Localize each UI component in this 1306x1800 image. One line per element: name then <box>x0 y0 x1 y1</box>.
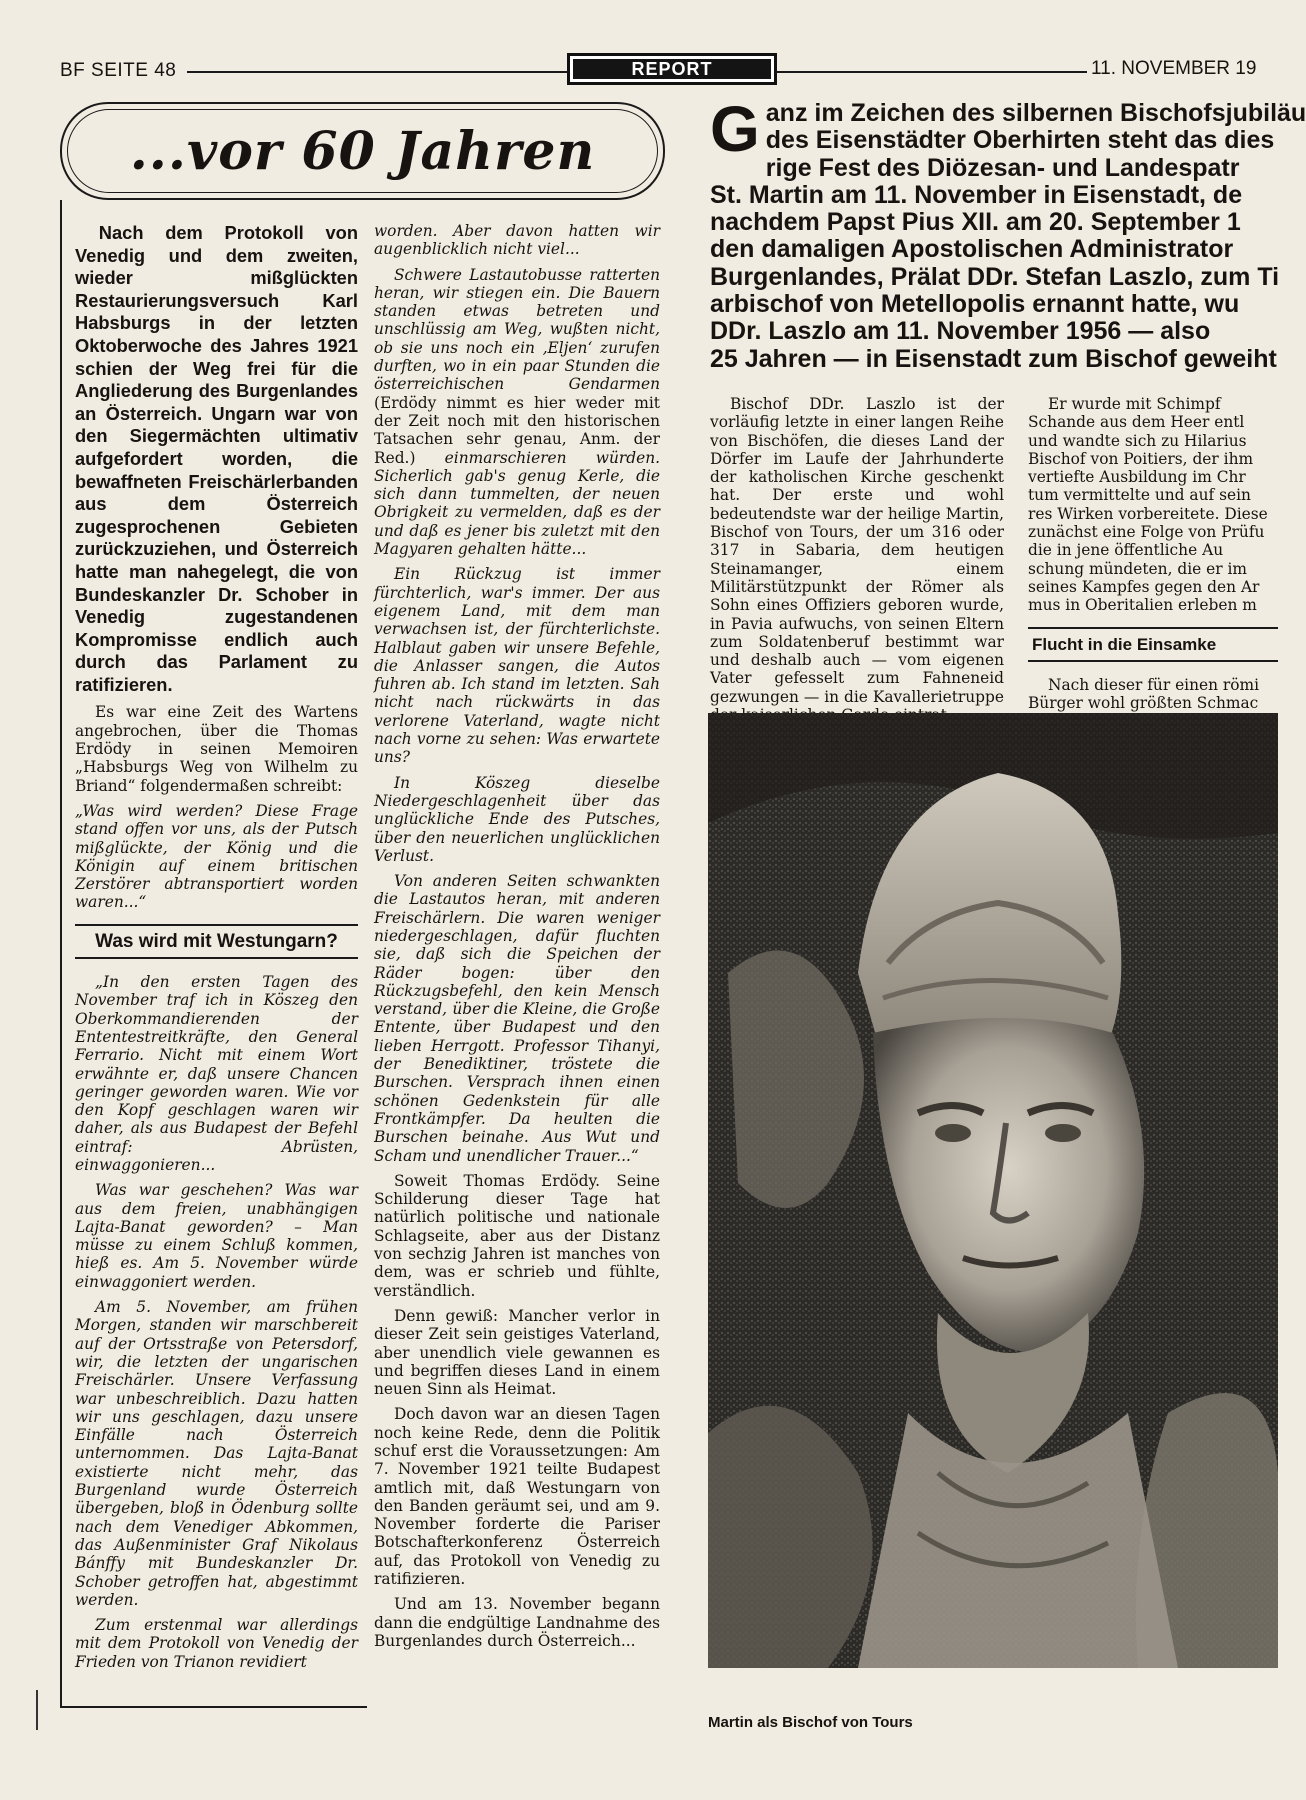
title-frame-inner <box>67 109 658 193</box>
drop-cap: G <box>710 93 760 165</box>
left-column-rule <box>60 200 62 1708</box>
right-article-lead <box>710 93 1306 375</box>
lead-line: DDr. Laszlo am 11. November 1956 — also <box>710 317 1211 346</box>
paragraph: Was war geschehen? Was war aus dem freien, unabhängigen Lajta-Banat geworden? – Man müsse zu einem Schluß kommen, hieß es. Am 5. November würde einwaggoniert werden. <box>75 1181 358 1291</box>
paragraph: Doch davon war an diesen Tagen noch keine Rede, denn die Politik schuf erst die Voraussetzungen: Am 7. November 1921 teilte Budapest amtlich mit, daß Westungarn von den Banden geräumt sei, und am 9. November forderte die Pariser Botschafterkonferenz Österreich auf, das Protokoll von Venedig zu ratifizieren. <box>374 1405 660 1589</box>
paragraph: worden. Aber davon hatten wir augenblicklich nicht viel... <box>374 222 660 259</box>
paragraph: Er wurde mit Schimpf Schande aus dem Heer entl und wandte sich zu Hilarius Bischof von Poitiers, der ihm vertiefte Ausbildung im Chr tum vermittelte und auf sein res Wirken vorbereitete. Diese zunächst eine Folge von Prüfu die in jene öffentliche Au schung mündeten, die er im seines Kampfes gegen den Ar mus in Oberitalien erleben m <box>1028 395 1268 615</box>
page-number: BF SEITE 48 <box>60 60 177 81</box>
editor-note: (Erdödy nimmt es hier weder mit der Zeit noch mit den historischen Tatsachen sehr genau, Anm. der Red.) <box>374 393 660 467</box>
statue-illustration <box>708 713 1278 1668</box>
column-1 <box>75 222 358 1702</box>
photo-martin-of-tours <box>708 713 1278 1668</box>
section-label: REPORT <box>573 59 771 79</box>
paragraph: Ein Rückzug ist immer fürchterlich, war's immer. Der aus eigenem Land, mit dem man verwachsen ist, der fürchterlichste. Halblaut gaben wir unsere Befehle, die Anlasser sangen, die Autos fuhren ab. Ich stand im letzten. Sah nicht nach rückwärts in das verlorene Vaterland, wagte nicht nach vorne zu sehen: Was erwartete uns? <box>374 565 660 767</box>
lead-line: den damaligen Apostolischen Administrator <box>710 235 1234 264</box>
lead-line: anz im Zeichen des silbernen Bischofsjubiläu <box>765 99 1306 127</box>
quote-paragraph: „Was wird werden? Diese Frage stand offen vor uns, als der Putsch mißglückte, der König und die Königin auf einem britischen Zerstörer abtransportiert worden waren...“ <box>75 801 358 912</box>
paragraph: Bischof DDr. Laszlo ist der vorläufig letzte in einer langen Reihe von Bischöfen, die dieses Land der Dörfer im Laufe der Jahrhunderte der katholischen Kirche geschenkt hat. Der erste und wohl bedeutendste war der heilige Martin, Bischof von Tours, der um 316 oder 317 in Sabaria, dem heutigen Steinamanger, einem Militärstützpunkt der Römer als Sohn eines Offiziers geboren wurde, in Pavia aufwuchs, von seinen Eltern zum Soldatenberuf bestimmt war und deshalb auch — vom eigenen Vater gefesselt zum Fahneneid gezwungen — in die Kavallerietruppe <box>710 395 1004 706</box>
quote-text: Schwere Lastautobusse ratterten heran, wir stiegen ein. Die Bauern standen etwas betreten und unschlüssig am Weg, wußten nicht, ob sie uns noch ein ‚Eljen‘ zurufen durften, wo in ein paar Stunden die österreichischen Gendarmen <box>374 265 660 394</box>
subheading: Was wird mit Westungarn? <box>75 924 358 959</box>
column-2 <box>374 222 660 1702</box>
lead-line: nachdem Papst Pius XII. am 20. September 1 <box>710 208 1241 237</box>
left-column-bottom-rule <box>60 1706 367 1708</box>
column-3 <box>710 395 1004 706</box>
lead-line: Burgenlandes, Prälat DDr. Stefan Laszlo, zum Ti <box>710 262 1280 291</box>
paragraph: Am 5. November, am frühen Morgen, standen wir marschbereit auf der Ortsstraße von Petersdorf, wir, die letzten der ungarischen Freischärler. Unsere Verfassung war unbeschreiblich. Dazu hatten wir uns geschlagen, dazu unsere Einfälle nach Österreich unternommen. Das Lajta-Banat existierte nicht mehr, das Burgenland wurde Österreich übergeben, bloß in Ödenburg sollte nach dem Venediger Abkommen, das Außenminister Graf Nikolaus Bánffy mit Bundeskanzler Dr. Schober getroffen hat, abgestimmt werden. <box>75 1298 358 1609</box>
subheading: Flucht in die Einsamke <box>1028 627 1278 662</box>
paragraph: Es war eine Zeit des Wartens angebrochen, über die Thomas Erdödy in seinen Memoiren „Habsburgs Weg von Wilhelm zu Briand“ folgendermaßen schreibt: <box>75 703 358 795</box>
photo-caption: Martin als Bischof von Tours <box>708 1714 913 1731</box>
paragraph: „In den ersten Tagen des November traf ich in Köszeg den Oberkommandierenden der Ententestreitkräfte, den General Ferrario. Nicht mit einem Wort erwähnte er, daß unsere Chancen geringer geworden waren. Wie vor den Kopf geschlagen waren wir daher, als aus Budapest der Befehl eintraf: Abrüsten, einwaggonieren... <box>75 973 358 1174</box>
paragraph: Von anderen Seiten schwankten die Lastautos heran, mit anderen Freischärlern. Die waren weniger niedergeschlagen, dafür fluchten sie, daß sich die Speichen der Räder bogen: über den Rückzugsbefehl, den kein Mensch verstand, über die Kleine, die Große Entente, über Budapest und den lieben Herrgott. Professor Tihanyi, der Benediktiner, tröstete die Burschen. Versprach ihnen einen schönen Gedenkstein für alle Frontkämpfer. Da heulten die Burschen beinahe. Aus Wut und Scham und unendlicher Trauer...“ <box>374 872 660 1165</box>
paragraph: In Köszeg dieselbe Niedergeschlagenheit über das unglückliche Ende des Putsches, über den neuerlichen unglücklichen Verlust. <box>374 773 660 865</box>
header-rule-right <box>777 71 1087 73</box>
issue-date: 11. NOVEMBER 19 <box>1091 58 1257 79</box>
lead-line: rige Fest des Diözesan- und Landespatr <box>765 153 1240 182</box>
lead-line: 25 Jahren — in Eisenstadt zum Bischof geweiht <box>710 344 1277 373</box>
margin-mark <box>36 1690 38 1730</box>
paragraph: Und am 13. November begann dann die endgültige Landnahme des Burgenlandes durch Österreich... <box>374 1595 660 1650</box>
title-frame <box>60 102 665 200</box>
lead-line: St. Martin am 11. November in Eisenstadt, de <box>710 180 1243 209</box>
section-badge <box>567 53 777 85</box>
paragraph: Nach dieser für einen römi Bürger wohl größten Schmac <box>1028 675 1260 713</box>
lead-line: des Eisenstädter Oberhirten steht das dies <box>765 126 1275 155</box>
paragraph <box>374 266 660 559</box>
paragraph: Zum erstenmal war allerdings mit dem Protokoll von Venedig der Frieden von Trianon revidiert <box>75 1616 358 1671</box>
lead-line: arbischof von Metellopolis ernannt hatte, wu <box>710 290 1240 319</box>
column-4 <box>1028 395 1278 713</box>
article-lead: Nach dem Protokoll von Venedig und dem zweiten, wieder mißglückten Restaurierungsversuch Karl Habsburgs in der letzten Oktoberwoche des Jahres 1921 schien der Weg frei für die Angliederung des Burgenlandes an Österreich. Ungarn war von den Siegermächten ultimativ aufgefordert worden, die bewaffneten Freischärlerbanden aus dem Österreich zugesprochenen Gebieten zurückzuziehen, und Österreich hatte man nahegelegt, die von Bundeskanzler Dr. Schober in Venedig zugestandenen Kompromisse endlich auch durch das Parlament zu ratifizieren. <box>75 222 358 695</box>
header-rule-left <box>187 71 567 73</box>
paragraph: Soweit Thomas Erdödy. Seine Schilderung dieser Tage hat natürlich politische und nationale Schlagseite, aber aus der Distanz von sechzig Jahren ist manches von dem, was er schrieb und fühlte, verständlich. <box>374 1171 660 1300</box>
article-title: ...vor 60 Jahren <box>129 120 596 182</box>
paragraph: Denn gewiß: Mancher verlor in dieser Zeit sein geistiges Vaterland, aber unendlich viele gewannen es und begriffen dieses Land in einem neuen Sinn als Heimat. <box>374 1306 660 1399</box>
quote-text: einmarschieren würden. Sicherlich gab's genug Kerle, die sich dann tummelten, der neuen Obrigkeit zu vermelden, daß es der und daß es jener bis zuletzt mit den Magyaren gehalten hätte... <box>374 448 660 559</box>
